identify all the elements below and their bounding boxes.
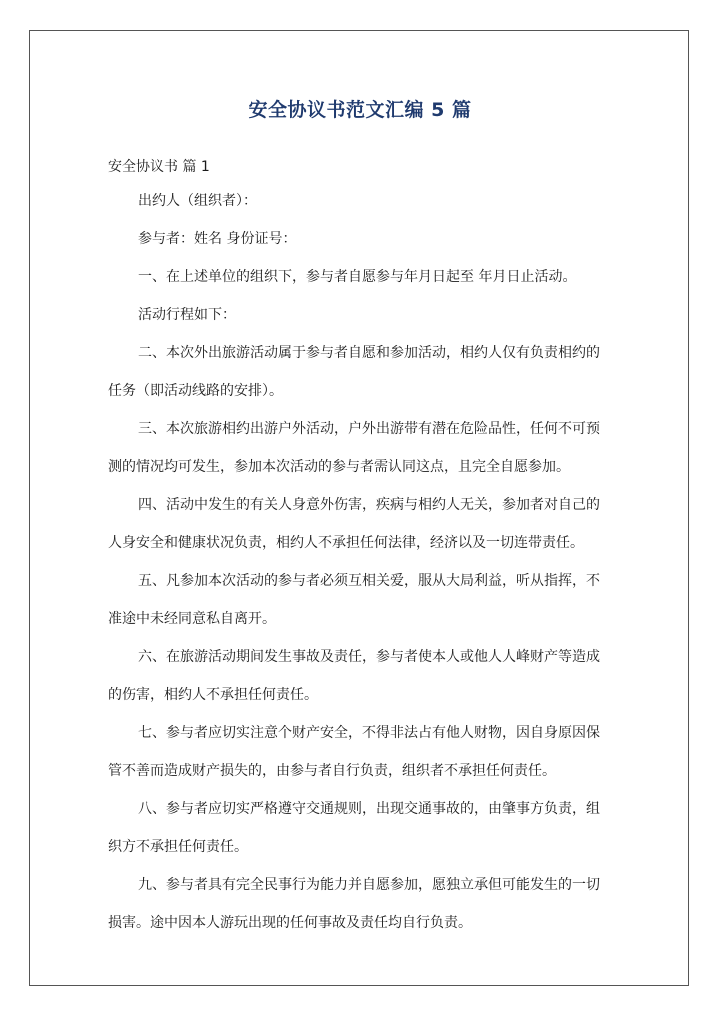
paragraph-clause-7: 七、参与者应切实注意个财产安全，不得非法占有他人财物，因自身原因保管不善而造成财产损失的，由参与者自行负责，组织者不承担任何责任。 [108,725,600,779]
paragraph-itinerary: 活动行程如下： [138,307,236,323]
paragraph-participant: 参与者：姓名 身份证号： [138,231,297,247]
paragraph-clause-6: 六、在旅游活动期间发生事故及责任，参与者使本人或他人人峰财产等造成的伤害，相约人不承担任何责任。 [108,649,600,703]
document-title: 安全协议书范文汇编 5 篇 [248,99,472,121]
paragraph-clause-4: 四、活动中发生的有关人身意外伤害，疾病与相约人无关，参加者对自己的人身安全和健康状况负责，相约人不承担任何法律，经济以及一切连带责任。 [108,497,600,551]
paragraph-clause-1: 一、在上述单位的组织下，参与者自愿参与年月日起至 年月日止活动。 [138,269,577,285]
paragraph-clause-3: 三、本次旅游相约出游户外活动，户外出游带有潜在危险品性，任何不可预测的情况均可发生，参加本次活动的参与者需认同这点，且完全自愿参加。 [108,421,600,475]
paragraph-clause-8: 八、参与者应切实严格遵守交通规则，出现交通事故的，由肇事方负责，组织方不承担任何责任。 [108,801,600,855]
paragraph-organizer: 出约人（组织者）： [138,193,257,209]
paragraph-clause-2: 二、本次外出旅游活动属于参与者自愿和参加活动，相约人仅有负责相约的任务（即活动线路的安排）。 [108,345,600,399]
section-heading: 安全协议书 篇 1 [108,159,210,175]
paragraph-clause-5: 五、凡参加本次活动的参与者必须互相关爱，服从大局利益，听从指挥，不准途中未经同意私自离开。 [108,573,600,627]
paragraph-clause-9: 九、参与者具有完全民事行为能力并自愿参加，愿独立承但可能发生的一切损害。途中因本人游玩出现的任何事故及责任均自行负责。 [108,877,600,931]
